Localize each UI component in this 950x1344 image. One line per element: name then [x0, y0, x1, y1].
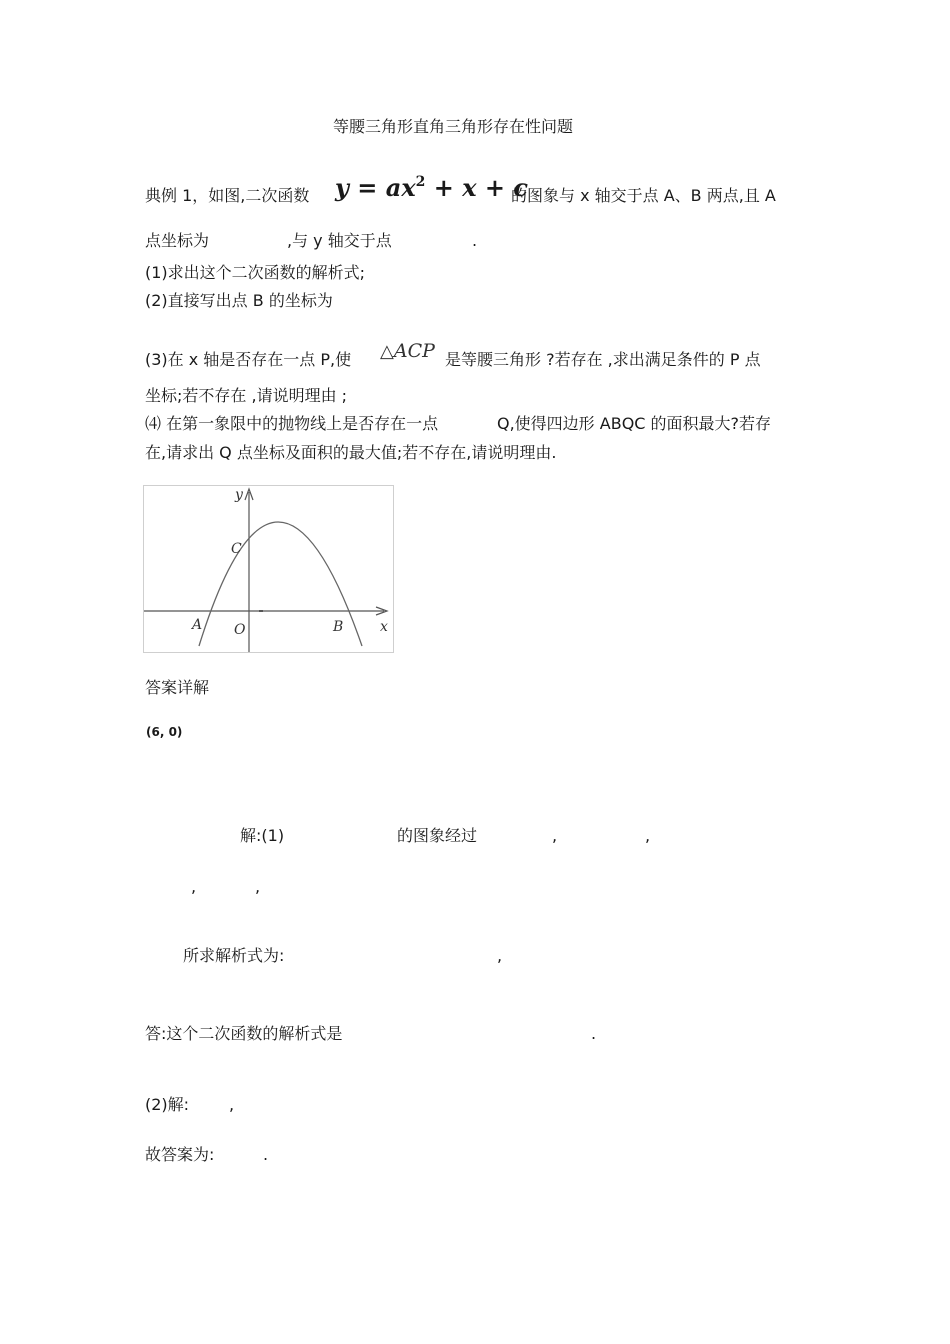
formula-y: y: [335, 173, 349, 202]
example-line1-prefix: 典例 1，如图,二次函数: [145, 186, 310, 205]
point-b-label: B: [333, 619, 344, 635]
point-a-label: A: [192, 617, 203, 633]
example-line2-b: ,与 y 轴交于点: [287, 231, 392, 250]
solution-comma-3: ,: [191, 877, 197, 896]
solution-mid: 的图象经过: [397, 826, 478, 845]
formula-eq: =: [348, 173, 386, 202]
parabola-figure: [143, 485, 394, 653]
parabola-graph: [144, 486, 393, 652]
question-2: (2)直接写出点 B 的坐标为: [145, 291, 333, 310]
solution-comma-4: ,: [255, 877, 261, 896]
part-2-label: (2)解:: [145, 1095, 190, 1114]
triangle-symbol: △: [380, 341, 394, 362]
solution-comma-2: ,: [645, 826, 651, 845]
part-2-comma: ,: [229, 1095, 235, 1114]
question-3-a: (3)在 x 轴是否存在一点 P,使: [145, 350, 352, 369]
solution-comma-1: ,: [552, 826, 558, 845]
answer-heading: 答案详解: [145, 678, 210, 697]
formula-exponent: 2: [415, 174, 426, 190]
page-title: 等腰三角形直角三角形存在性问题: [333, 117, 574, 136]
x-axis-label: x: [380, 619, 388, 635]
point-b-answer: (6, 0): [146, 725, 183, 739]
origin-label: O: [234, 622, 246, 638]
acp-label: ACP: [393, 340, 435, 362]
triangle-acp: [380, 340, 435, 363]
question-4-a: ⑷ 在第一象限中的抛物线上是否存在一点: [145, 414, 439, 433]
quadratic-formula: [335, 169, 528, 201]
formula-comma: ,: [497, 946, 503, 965]
point-c-label: C: [231, 541, 242, 557]
solution-label: 解:(1): [240, 826, 285, 845]
formula-a: a: [385, 173, 402, 202]
question-3-c: 坐标;若不存在 ,请说明理由 ;: [145, 386, 348, 405]
formula-rest: + x + c: [425, 173, 528, 202]
answer-period-1: .: [591, 1024, 597, 1043]
formula-label: 所求解析式为:: [183, 946, 285, 965]
final-answer-period: .: [263, 1145, 269, 1164]
answer-line: 答:这个二次函数的解析式是: [145, 1024, 343, 1043]
y-axis-label: y: [235, 487, 243, 503]
example-line1-suffix: 的图象与 x 轴交于点 A、B 两点,且 A: [511, 186, 776, 205]
example-line2-a: 点坐标为: [145, 231, 210, 250]
formula-x: x: [401, 173, 416, 202]
final-answer-label: 故答案为:: [145, 1145, 215, 1164]
question-4-b: Q,使得四边形 ABQC 的面积最大?若存: [497, 414, 772, 433]
example-line2-c: .: [472, 231, 478, 250]
question-3-b: 是等腰三角形 ?若存在 ,求出满足条件的 P 点: [445, 350, 761, 369]
question-4-c: 在,请求出 Q 点坐标及面积的最大值;若不存在,请说明理由.: [145, 443, 557, 462]
question-1: (1)求出这个二次函数的解析式;: [145, 263, 366, 282]
